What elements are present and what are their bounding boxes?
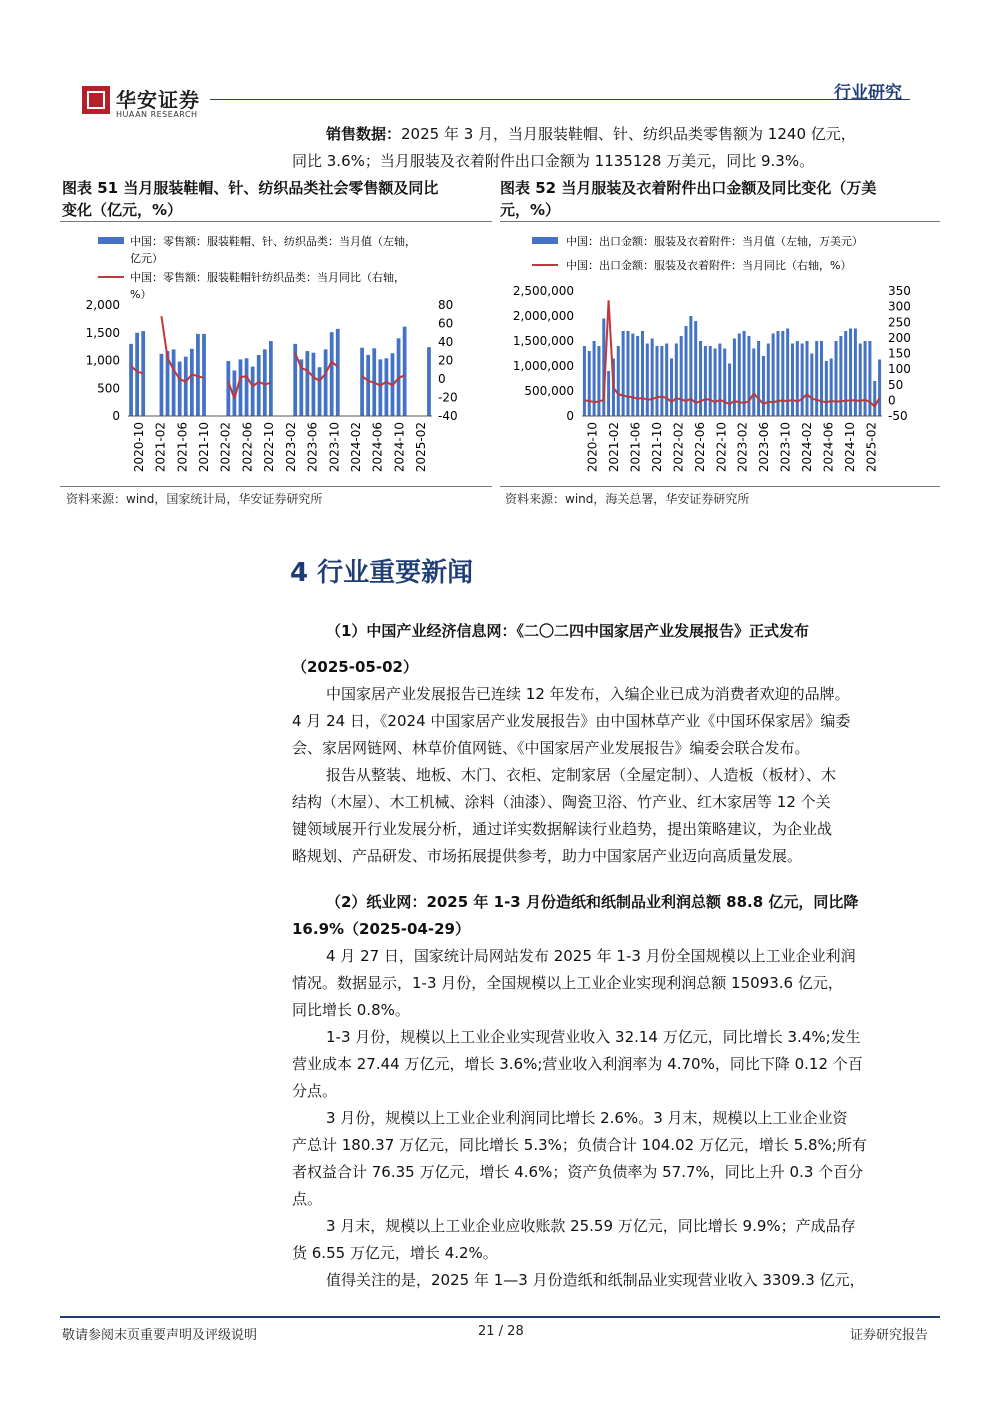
fig52-chart	[500, 225, 940, 485]
x-tick-label: 2022-06	[240, 422, 255, 473]
bar	[251, 367, 255, 416]
y-right-tick-label: 100	[888, 362, 911, 377]
bar	[675, 344, 678, 417]
bar	[641, 331, 644, 416]
line-segment	[638, 398, 643, 399]
fig52-legend-bar: 中国：出口金额：服装及衣着附件：当月值（左轴，万美元）	[566, 235, 863, 248]
bar	[718, 344, 721, 417]
x-tick-label: 2025-02	[864, 422, 879, 473]
bar	[378, 359, 382, 416]
news2-title-line2: 16.9%（2025-04-29）	[292, 920, 470, 938]
bar	[403, 327, 407, 416]
company-logo	[82, 86, 110, 114]
fig51-legend-bar-l1: 中国：零售额：服装鞋帽、针、纺织品类：当月值（左轴，	[130, 235, 416, 248]
x-tick-label: 2022-06	[692, 422, 707, 473]
fig52-bottom-rule	[500, 486, 940, 487]
bar	[226, 361, 230, 416]
y-right-tick-label: -40	[438, 409, 458, 423]
y-right-tick-label: 250	[888, 315, 911, 330]
bar	[583, 346, 586, 416]
line-segment	[783, 400, 788, 401]
y-left-tick-label: 500	[97, 381, 120, 396]
y-left-tick-label: 1,500,000	[512, 334, 574, 348]
bar	[825, 361, 828, 416]
line-segment	[676, 398, 681, 399]
y-right-tick-label: 40	[438, 335, 454, 349]
bar	[689, 316, 692, 416]
x-tick-label: 2022-02	[671, 422, 686, 473]
bar	[738, 334, 741, 417]
brand-name: 华安证券	[116, 88, 200, 112]
bar	[312, 353, 316, 416]
bar	[318, 367, 322, 416]
bar	[733, 339, 736, 417]
bar	[859, 344, 862, 417]
x-tick-label: 2023-06	[757, 422, 772, 473]
y-left-tick-label: 1,500	[85, 325, 120, 340]
x-tick-label: 2021-06	[628, 422, 643, 473]
news1-p2-line4: 略规划、产品研发、市场拓展提供参考，助力中国家居产业迈向高质量发展。	[292, 847, 803, 865]
line-segment	[860, 400, 865, 401]
news2-p1-line1: 4 月 27 日，国家统计局网站发布 2025 年 1-3 月份全国规模以上工业企业利润	[326, 947, 856, 965]
x-tick-label: 2021-10	[197, 422, 211, 473]
x-tick-label: 2021-02	[607, 422, 622, 473]
bar	[597, 346, 600, 416]
bar	[796, 341, 799, 416]
line-segment	[734, 401, 739, 402]
news2-p1-line3: 同比增长 0.8%。	[292, 1001, 410, 1019]
news2-p4-line1: 3 月末，规模以上工业企业应收账款 25.59 万亿元，同比增长 9.9%；产成品存	[326, 1217, 856, 1235]
bar	[810, 354, 813, 417]
bar	[680, 336, 683, 416]
bar	[757, 341, 760, 416]
bar	[767, 344, 770, 417]
fig51-caption-line2: 变化（亿元，%）	[62, 201, 183, 219]
news1-p2-line1: 报告从整装、地板、木门、衣柜、定制家居（全屋定制）、人造板（板材）、木	[326, 766, 837, 784]
x-tick-label: 2020-10	[131, 422, 146, 473]
sales-label: 销售数据：	[326, 125, 402, 143]
y-right-tick-label: 350	[888, 284, 911, 298]
x-tick-label: 2024-02	[800, 422, 814, 473]
bar	[820, 341, 823, 416]
fig52-legend-line: 中国：出口金额：服装及衣着附件：当月同比（右轴，%）	[566, 259, 852, 272]
footer-report-type: 证券研究报告	[849, 1328, 928, 1343]
bar	[714, 349, 717, 417]
y-right-tick-label: 50	[888, 377, 904, 392]
news1-p2-line3: 键领域展开行业发展分析，通过详实数据解读行业趋势，提出策略建议，为企业战	[292, 820, 833, 838]
y-right-tick-label: 20	[438, 353, 454, 368]
bar	[786, 329, 789, 417]
line-segment	[240, 376, 246, 377]
bar	[178, 362, 182, 416]
bar	[776, 331, 779, 416]
y-left-tick-label: 0	[566, 409, 574, 423]
bar	[646, 344, 649, 417]
fig51-caption-line1: 图表 51 当月服装鞋帽、针、纺织品类社会零售额及同比	[62, 179, 439, 197]
bar	[160, 354, 164, 416]
x-tick-label: 2025-02	[414, 422, 429, 473]
bar	[806, 341, 809, 416]
section-label: 行业研究	[834, 83, 902, 103]
bar	[762, 356, 765, 416]
fig52-source: 资料来源：wind，海关总署，华安证券研究所	[505, 492, 750, 506]
line-segment	[812, 399, 817, 400]
bar	[854, 329, 857, 417]
bar	[699, 341, 702, 416]
line-segment	[768, 402, 773, 403]
line-segment	[855, 400, 860, 401]
bar	[385, 358, 389, 416]
news1-title: （1）中国产业经济信息网：《二〇二四中国家居产业发展报告》正式发布	[326, 622, 809, 640]
line-segment	[662, 397, 667, 398]
bar	[617, 346, 620, 416]
line-segment	[822, 401, 827, 402]
sales-para-line2: 同比 3.6%；当月服装及衣着附件出口金额为 1135128 万美元，同比 9.3%。	[292, 152, 815, 170]
news1-p2-line2: 结构（木屋）、木工机械、涂料（油漆）、陶瓷卫浴、竹产业、红木家居等 12 个关	[292, 793, 831, 811]
y-right-tick-label: 0	[438, 372, 446, 386]
bar	[791, 344, 794, 417]
y-left-tick-label: 1,000	[85, 353, 120, 368]
fig51-legend-bar-l2: 亿元）	[130, 252, 163, 265]
y-left-tick-label: 2,000,000	[512, 309, 574, 323]
x-tick-label: 2023-10	[327, 422, 342, 473]
bar	[202, 334, 206, 416]
fig51-source: 资料来源：wind，国家统计局，华安证券研究所	[66, 492, 323, 506]
bar	[631, 334, 634, 417]
bar	[670, 359, 673, 417]
line-segment	[831, 401, 836, 402]
line-segment	[739, 402, 744, 403]
bar	[868, 341, 871, 416]
y-left-tick-label: 2,500,000	[512, 284, 574, 298]
news2-p4-line2: 货 6.55 万亿元，增长 4.2%。	[292, 1244, 498, 1262]
bar	[772, 334, 775, 417]
fig52-caption-line1: 图表 52 当月服装及衣着附件出口金额及同比变化（万美	[500, 179, 877, 197]
news2-p3-line2: 产总计 180.37 万亿元，同比增长 5.3%；负债合计 104.02 万亿元，增长 5.8%;所有	[292, 1136, 867, 1154]
news1-p1-line3: 会、家居网链网、林草价值网链、《中国家居产业发展报告》编委会联合发布。	[292, 739, 810, 757]
sales-para-line1	[326, 121, 856, 148]
y-right-tick-label: 300	[888, 299, 911, 314]
news2-title-line1: （2）纸业网：2025 年 1-3 月份造纸和纸制品业利润总额 88.8 亿元，同比降	[326, 893, 859, 911]
fig51-legend-line-l2: %）	[130, 288, 152, 301]
y-right-tick-label: 80	[438, 298, 454, 312]
bar	[878, 360, 881, 417]
fig51-legend	[98, 234, 416, 301]
bar	[685, 326, 688, 416]
bar	[172, 349, 176, 416]
bar	[864, 341, 867, 416]
x-tick-label: 2022-10	[262, 422, 277, 473]
x-tick-label: 2024-02	[349, 422, 363, 473]
footer-disclaimer[interactable]: 敬请参阅末页重要声明及评级说明	[62, 1328, 258, 1343]
x-tick-label: 2021-02	[153, 422, 168, 473]
bar	[622, 331, 625, 416]
y-right-tick-label: 60	[438, 316, 454, 331]
x-tick-label: 2024-10	[392, 422, 407, 473]
news2-p3-line1: 3 月份，规模以上工业企业利润同比增长 2.6%。3 月末，规模以上工业企业资	[326, 1109, 848, 1127]
line-segment	[841, 401, 846, 402]
y-left-tick-label: 1,000,000	[512, 359, 574, 373]
bar	[723, 349, 726, 417]
x-tick-label: 2021-06	[175, 422, 190, 473]
fig51-legend-line-l1: 中国：零售额：服装鞋帽针纺织品类：当月同比（右轴，	[130, 271, 405, 284]
bar	[336, 329, 340, 416]
news2-p5-line1: 值得关注的是，2025 年 1—3 月份造纸和纸制品业实现营业收入 3309.3 亿元，	[326, 1271, 865, 1289]
bar	[709, 346, 712, 416]
y-left-tick-label: 2,000	[85, 298, 120, 312]
bar	[129, 344, 133, 416]
bar	[801, 344, 804, 417]
bar	[849, 329, 852, 417]
line-segment	[705, 399, 710, 400]
bar	[269, 341, 273, 416]
news1-date: （2025-05-02）	[292, 658, 418, 676]
bar	[190, 349, 194, 416]
bar	[305, 351, 309, 416]
x-tick-label: 2023-06	[305, 422, 320, 473]
line-segment	[623, 396, 628, 397]
line-segment	[773, 401, 778, 402]
x-tick-label: 2023-02	[283, 422, 298, 473]
bar	[257, 355, 261, 416]
y-right-tick-label: -20	[438, 390, 458, 405]
line-segment	[778, 400, 783, 401]
news2-p3-line3: 者权益合计 76.35 万亿元，增长 4.6%；资产负债率为 57.7%，同比上升 0.3 个百分	[292, 1163, 864, 1181]
bar	[330, 332, 334, 416]
fig51-chart	[60, 225, 492, 485]
news1-p1-line1: 中国家居产业发展报告已连续 12 年发布，入编企业已成为消费者欢迎的品牌。	[326, 685, 850, 703]
x-tick-label: 2023-10	[778, 422, 793, 473]
news2-p2-line2: 营业成本 27.44 万亿元，增长 3.6%;营业收入利润率为 4.70%，同比下降 0.12 个百	[292, 1055, 863, 1073]
fig52-legend-bar-swatch	[532, 237, 558, 244]
fig52-top-rule	[500, 221, 940, 222]
x-tick-label: 2024-10	[842, 422, 857, 473]
bar	[651, 339, 654, 417]
brand-name-en: HUAAN RESEARCH	[116, 110, 198, 119]
fig52-legend	[532, 234, 863, 272]
bar	[427, 347, 431, 416]
section-heading: 4 行业重要新闻	[290, 558, 474, 588]
y-right-tick-label: -50	[888, 409, 908, 423]
x-tick-label: 2023-02	[735, 422, 750, 473]
x-tick-label: 2020-10	[585, 422, 600, 473]
x-tick-label: 2022-02	[218, 422, 233, 473]
bar	[656, 346, 659, 416]
x-tick-label: 2024-06	[821, 422, 836, 473]
bar	[844, 331, 847, 416]
news2-p3-line4: 点。	[292, 1190, 323, 1208]
footer-rule	[60, 1316, 940, 1318]
bar	[607, 371, 610, 416]
bar	[245, 358, 249, 416]
y-right-tick-label: 200	[888, 330, 911, 345]
line-segment	[628, 397, 633, 398]
x-tick-label: 2021-10	[650, 422, 664, 473]
bar	[873, 381, 876, 416]
bar	[728, 364, 731, 417]
bar	[588, 351, 591, 416]
bar	[747, 336, 750, 416]
news2-p2-line3: 分点。	[292, 1082, 338, 1100]
news2-p1-line2: 情况。数据显示，1-3 月份，全国规模以上工业企业实现利润总额 15093.6 亿元，	[292, 974, 843, 992]
bar	[263, 349, 267, 416]
bar	[184, 357, 188, 416]
bar	[135, 333, 139, 416]
y-left-tick-label: 500,000	[524, 384, 574, 398]
y-left-tick-label: 0	[112, 409, 120, 423]
bar	[626, 331, 629, 416]
sales-text: 2025 年 3 月，当月服装鞋帽、针、纺织品类零售额为 1240 亿元，	[401, 125, 856, 143]
line-segment	[657, 397, 662, 398]
bar	[239, 359, 243, 416]
line-segment	[161, 316, 167, 358]
news2-p2-line1: 1-3 月份，规模以上工业企业实现营业收入 32.14 万亿元，同比增长 3.4%;发生	[326, 1028, 861, 1046]
bar	[660, 346, 663, 416]
bar	[704, 346, 707, 416]
y-right-tick-label: 0	[888, 393, 896, 408]
bar	[839, 336, 842, 416]
bar	[593, 341, 596, 416]
news1-p1-line2: 4 月 24 日，《2024 中国家居产业发展报告》由中国林草产业《中国环保家居》编委	[292, 712, 851, 730]
fig51-legend-bar-swatch	[98, 237, 124, 244]
bar	[665, 344, 668, 417]
bar	[781, 331, 784, 416]
line-segment	[826, 401, 831, 402]
bar	[815, 341, 818, 416]
bar	[366, 355, 370, 416]
line-segment	[647, 399, 652, 400]
x-tick-label: 2024-06	[370, 422, 385, 473]
bar	[835, 341, 838, 416]
x-tick-label: 2022-10	[714, 422, 729, 473]
bar	[324, 349, 328, 416]
bar	[636, 336, 639, 416]
bar	[360, 348, 364, 416]
y-right-tick-label: 150	[888, 346, 911, 361]
line-segment	[584, 400, 589, 401]
header-rule	[210, 99, 910, 100]
bar	[752, 349, 755, 417]
fig51-top-rule	[60, 221, 492, 222]
fig52-caption-line2: 元，%）	[500, 201, 561, 219]
fig51-bottom-rule	[60, 486, 492, 487]
line-segment	[589, 401, 594, 402]
bar	[830, 359, 833, 417]
page-number: 21 / 28	[478, 1324, 524, 1339]
